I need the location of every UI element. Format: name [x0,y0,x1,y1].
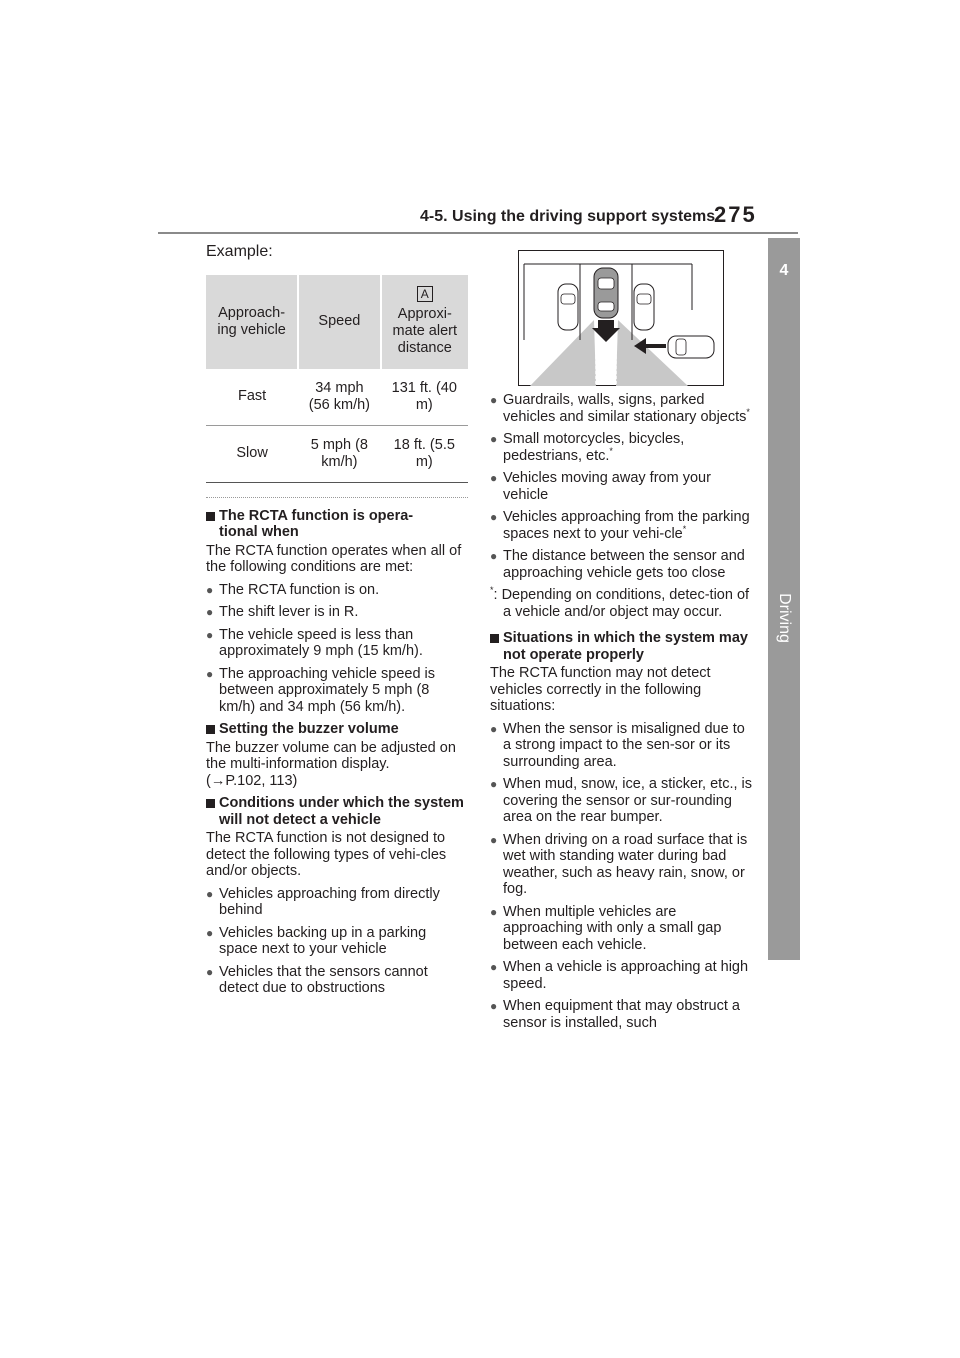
list-item: ● Vehicles that the sensors cannot detect due to obstructions [206,964,468,997]
table-row [206,369,468,426]
parked-car-right [634,284,654,330]
list-item: ● The shift lever is in R. [206,604,468,621]
right-column [490,392,752,1037]
heading-rcta-operational: The RCTA function is opera- tional when [206,508,468,541]
paragraph-text: The buzzer volume can be adjusted on the multi-information display. [206,739,456,772]
table-header-vehicle: Approach- ing vehicle [206,275,298,369]
list-item: ● Vehicles approaching from directly behind [206,886,468,919]
table-cell: Slow [206,425,298,482]
chapter-label: Driving [776,593,793,643]
callout-a: A [417,286,433,302]
header-rule [158,232,798,234]
list-item: ● When driving on a road surface that is wet with standing water during bad weather, such as heavy rain, snow, or fog. [490,832,752,898]
paragraph: The RCTA function is not designed to detect the following types of vehi-cles and/or objects. [206,830,447,879]
footnote: *: Depending on conditions, detec-tion of a vehicle and/or object may occur. [490,585,750,620]
list-item: ● When a vehicle is approaching at high speed. [490,959,752,992]
list-item: ● Vehicles moving away from your vehicle [490,470,752,503]
parked-car-left [558,284,578,330]
list-item: ● The approaching vehicle speed is between approximately 5 mph (8 km/h) and 34 mph (56 km/h). [206,666,468,716]
chapter-tab[interactable] [768,238,800,960]
paragraph: The RCTA function may not detect vehicles correctly in the following situations: [490,665,711,714]
table-cell: 18 ft. (5.5 m) [381,425,468,482]
section-title: 4-5. Using the driving support systems [420,208,716,225]
paragraph [206,740,468,790]
list-item: ● When the sensor is misaligned due to a strong impact to the sen-sor or its surrounding area. [490,721,752,771]
list-item: ● Small motorcycles, bicycles, pedestrians, etc.* [490,431,752,464]
list-item: ● The RCTA function is on. [206,582,468,599]
table-header-speed: Speed [298,275,380,369]
page-reference-link[interactable]: (→P.102, 113) [206,772,298,789]
list-item: ● Guardrails, walls, signs, parked vehicles and similar stationary objects* [490,392,752,425]
page-header [158,200,798,236]
heading-not-detect: Conditions under which the system will not detect a vehicle [206,795,468,828]
list-item: ● When multiple vehicles are approaching with only a small gap between each vehicle. [490,904,752,954]
rcta-diagram [518,250,724,386]
alert-distance-table [206,275,468,483]
list-item: ● Vehicles backing up in a parking space next to your vehicle [206,925,468,958]
divider [206,497,468,498]
list-item: ● When mud, snow, ice, a sticker, etc., is covering the sensor or sur-rounding area on the rear bumper. [490,776,752,826]
table-row [206,425,468,482]
list-item: ● Vehicles approaching from the parking spaces next to your vehi-cle* [490,509,752,542]
page-number: 275 [714,202,757,227]
table-header-distance: A Approxi- mate alert distance [381,275,468,369]
paragraph: The RCTA function operates when all of the following conditions are met: [206,542,462,575]
approaching-car [668,336,714,358]
table-cell: 5 mph (8 km/h) [298,425,380,482]
left-column [206,244,468,1003]
own-car [594,268,618,318]
table-cell: 131 ft. (40 m) [381,369,468,426]
list-item: ● When equipment that may obstruct a sensor is installed, such [490,998,752,1031]
example-label: Example: [206,243,273,260]
heading-may-not-operate: Situations in which the system may not operate properly [490,630,752,663]
table-cell: 34 mph (56 km/h) [298,369,380,426]
table-cell: Fast [206,369,298,426]
list-item: ● The distance between the sensor and approaching vehicle gets too close [490,548,752,581]
heading-buzzer-volume: Setting the buzzer volume [206,721,468,738]
chapter-number: 4 [779,262,789,279]
list-item: ● The vehicle speed is less than approximately 9 mph (15 km/h). [206,627,468,660]
